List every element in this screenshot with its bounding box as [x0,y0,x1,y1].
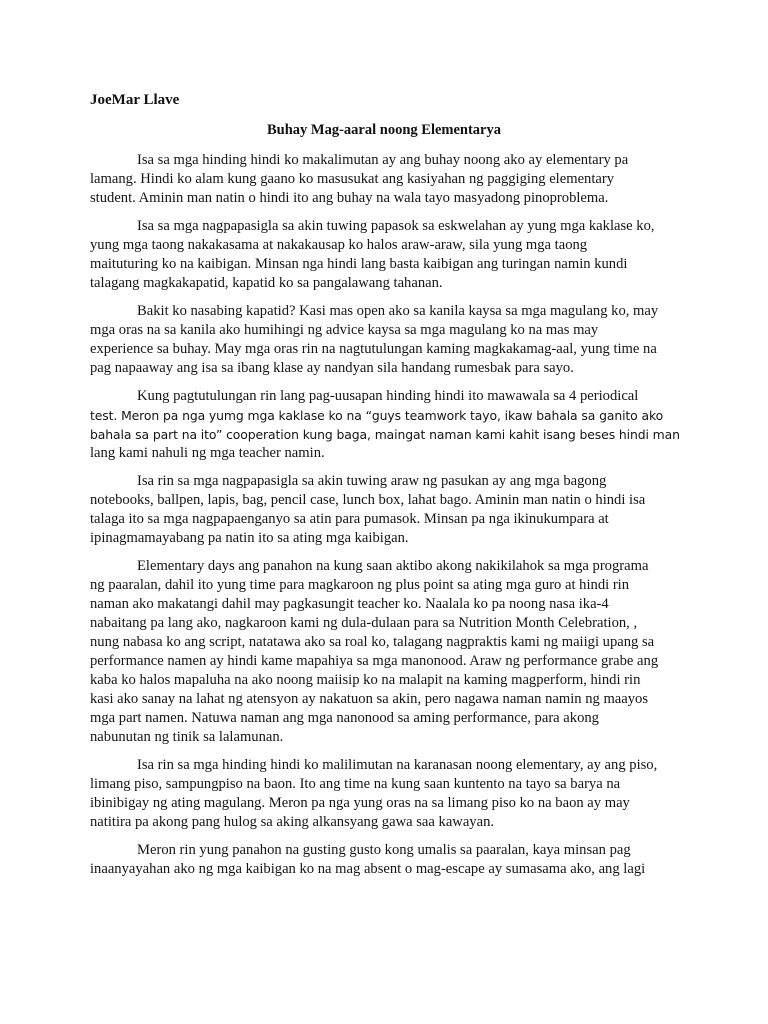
paragraph-line: ibinibigay ng ating magulang. Meron pa nga yung oras na sa limang piso ko na baon ay may [90,795,630,811]
paragraph [90,472,690,548]
paragraph-line: Elementary days ang panahon na kung saan aktibo akong nakikilahok sa mga programa [137,558,649,574]
paragraph [90,841,690,879]
paragraph-line: natitira pa akong pang hulog sa aking alkansyang gawa saa kawayan. [90,814,495,830]
paragraph [90,217,690,293]
paragraph-line: mga oras na sa kanila ako humihingi ng advice kaysa sa mga magulang ko na mas may [90,322,599,338]
paragraph-line: Isa sa mga hinding hindi ko makalimutan ay ang buhay noong ako ay elementary pa [137,152,629,168]
paragraph-line: maituturing ko na kaibigan. Minsan nga hindi lang basta kaibigan ang turingan namin kundi [90,256,628,272]
paragraph-line: pag napaaway ang isa sa ibang klase ay nandyan sila handang rumesbak para sayo. [90,360,574,376]
paragraph-line: lamang. Hindi ko alam kung gaano ko masusukat ang kasiyahan ng paggiging elementary [90,171,615,187]
paragraph [90,387,690,463]
paragraph-line: ng paaralan, dahil ito yung time para magkaroon ng plus point sa ating mga guro at hindi rin [90,577,630,593]
paragraph-line: bahala sa part na ito” cooperation kung baga, maingat naman kami kahit isang beses hindi man [90,427,680,442]
essay-body [90,151,690,888]
paragraph-line: talagang magkakapatid, kapatid ko sa pangalawang tahanan. [90,275,443,291]
paragraph-line: nung nabasa ko ang script, natatawa ako sa roal ko, talagang nagpraktis kami ng maiigi upang sa [90,634,655,650]
paragraph-line: experience sa buhay. May mga oras rin na nagtutulungan kaming magkakamag-aal, yung time na [90,341,657,357]
paragraph-line: lang kami nahuli ng mga teacher namin. [90,445,325,461]
paragraph-line: kasi ako sanay na lahat ng atensyon ay nakatuon sa akin, pero nagawa naman namin ng maayos [90,691,649,707]
paragraph-line: test. Meron pa nga yumg mga kaklase ko na “guys teamwork tayo, ikaw bahala sa ganito ako [90,408,664,423]
paragraph-line: nabunutan ng tinik sa lalamunan. [90,729,284,745]
paragraph-line: Isa rin sa mga nagpapasigla sa akin tuwing araw ng pasukan ay ang mga bagong [137,473,607,489]
paragraph-line: Isa sa mga nagpapasigla sa akin tuwing papasok sa eskwelahan ay yung mga kaklase ko, [137,218,655,234]
paragraph-line: mga part namen. Natuwa naman ang mga nanonood sa aming performance, para akong [90,710,599,726]
author-name: JoeMar Llave [90,92,180,108]
paragraph [90,756,690,832]
paragraph-line: yung mga taong nakakasama at nakakausap ko halos araw-araw, sila yung mga taong [90,237,588,253]
paragraph-line: ipinagmamayabang pa natin ito sa ating mga kaibigan. [90,530,409,546]
paragraph-line: Isa rin sa mga hinding hindi ko malilimutan na karanasan noong elementary, ay ang piso, [137,757,658,773]
paragraph [90,151,690,208]
paragraph-line: Bakit ko nasabing kapatid? Kasi mas open ako sa kanila kaysa sa mga magulang ko, may [137,303,659,319]
paragraph [90,557,690,747]
paragraph-line: student. Aminin man natin o hindi ito ang buhay na wala tayo masyadong pinoproblema. [90,190,609,206]
paragraph-line: naman ako makatangi dahil may pagkasungit teacher ko. Naalala ko pa noong nasa ika-4 [90,596,609,612]
paragraph-line: kaba ko halos mapaluha na ako noong maiisip ko na malapit na kaming magperform, hindi rin [90,672,641,688]
paragraph-line: limang piso, sampungpiso na baon. Ito ang time na kung saan kuntento na tayo sa barya na [90,776,621,792]
paragraph-line: nabaitang pa lang ako, nagkaroon kami ng dula-dulaan para sa Nutrition Month Celebration, , [90,615,638,631]
paragraph-line: performance namen ay hindi kame mapahiya sa mga manonood. Araw ng performance grabe ang [90,653,659,669]
essay-title: Buhay Mag-aaral noong Elementarya [266,122,501,138]
paragraph-line: talaga ito sa mga nagpapaenganyo sa atin para pumasok. Minsan pa nga ikinukumpara at [90,511,609,527]
paragraph [90,302,690,378]
paragraph-line: inaanyayahan ako ng mga kaibigan ko na mag absent o mag-escape ay sumasama ako, ang lagi [90,861,646,877]
paragraph-line: Meron rin yung panahon na gusting gusto kong umalis sa paaralan, kaya minsan pag [137,842,631,858]
paragraph-line: notebooks, ballpen, lapis, bag, pencil case, lunch box, lahat bago. Aminin man natin o hindi isa [90,492,646,508]
paragraph-line: Kung pagtutulungan rin lang pag-uusapan hinding hindi ito mawawala sa 4 periodical [137,388,639,404]
